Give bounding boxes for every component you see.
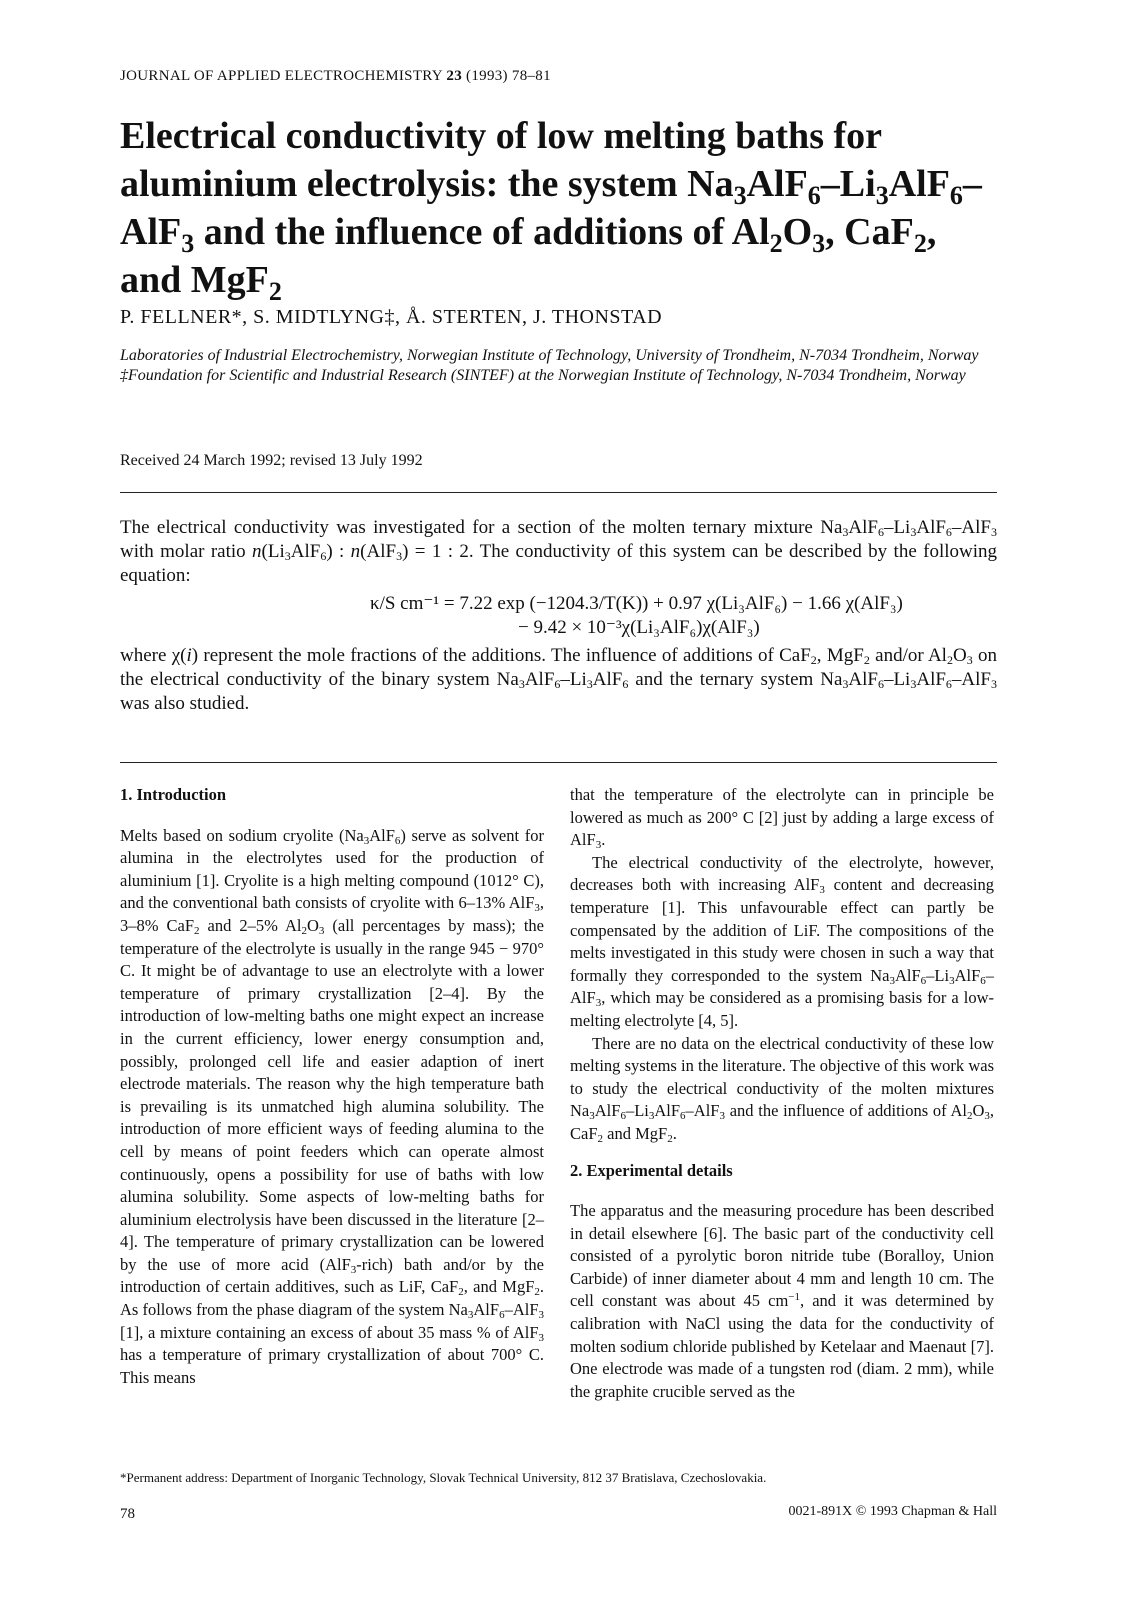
intro-paragraph-2: The electrical conductivity of the electrolyte, however, decreases both with increasing AlF$_3$ content and decreasing temperature [1]. This unfavourable effect can partly be compensated by the addition of LiF. The compositions of the melts investigated in this study were chosen in such a way that formally they corresponded to the system $Na_3AlF_6-Li_3AlF_6-AlF_3$, which may be considered as a promising basis for a low-melting electrolyte [4, 5]. <box>570 852 994 1030</box>
divider-bottom <box>120 762 997 763</box>
affiliation-1: Laboratories of Industrial Electrochemistry, Norwegian Institute of Technology, University of Trondheim, N-7034 Trondheim, Norway <box>120 347 979 364</box>
experimental-paragraph-1: The apparatus and the measuring procedure has been described in detail elsewhere [6]. The basic part of the conductivity cell consisted of a pyrolytic boron nitride tube (Boralloy, Union Carbide) of inner diameter about 4 mm and length 10 cm. The cell constant was about 45 $cm^{-1}$, and it was determined by calibration with NaCl using the data for the conductivity of molten sodium chloride published by Ketelaar and Maenaut [7]. One electrode was made of a tungsten rod (diam. 2 mm), while the graphite crucible served as the <box>570 1201 994 1401</box>
affiliation-2: ‡Foundation for Scientific and Industrial Research (SINTEF) at the Norwegian Institute of Technology, N-7034 Trondheim, Norway <box>120 367 966 384</box>
right-column <box>570 784 994 1403</box>
intro-heading: 1. Introduction <box>120 785 227 804</box>
journal-header: JOURNAL OF APPLIED ELECTROCHEMISTRY 23 (1993) 78–81 <box>120 68 551 84</box>
title-line-1: Electrical conductivity of low melting baths for <box>120 115 883 157</box>
authors: P. FELLNER*, S. MIDTLYNG‡, Å. STERTEN, J. THONSTAD <box>120 306 663 328</box>
title-line-3: AlF$_3$ and the influence of additions of $Al_2O_3$, CaF$_2$, <box>120 211 937 258</box>
title-line-2: aluminium electrolysis: the system $Na_3AlF_6-Li_3AlF_6-$ <box>120 163 982 210</box>
intro-paragraph-3: There are no data on the electrical conductivity of these low melting systems in the literature. The objective of this work was to study the electrical conductivity of the molten mixtures $Na_3AlF_6-Li_3AlF_6-AlF_3$ and the influence of additions of $Al_2O_3$, CaF$_2$ and MgF$_2$. <box>570 1033 994 1145</box>
abstract <box>120 516 997 716</box>
page-number: 78 <box>120 1506 135 1522</box>
copyright: 0021-891X © 1993 Chapman & Hall <box>788 1504 997 1519</box>
intro-paragraph-1: Melts based on sodium cryolite $(Na_3AlF_6)$ serve as solvent for alumina in the electrolytes used for the production of aluminium [1]. Cryolite is a high melting compound (1012° C), and the conventional bath consists of cryolite with 6–13% AlF$_3$, 3–8% CaF$_2$ and 2–5% $Al_2O_3$ (all percentages by mass); the temperature of the electrolyte is usually in the range 945 − 970° C. It might be of advantage to use an electrolyte with a lower temperature of primary crystallization [2–4]. By the introduction of low-melting baths one might expect an increase in the current efficiency, lower energy consumption and, possibly, prolonged cell life and easier adaption of inert electrode materials. The reason why the high temperature bath is prevailing is its unmatched high alumina solubility. The introduction of more efficient ways of feeding alumina to the cell by means of point feeders which can operate almost continuously, opens a possibility for use of baths with low alumina solubility. Some aspects of low-melting baths for aluminium electrolysis have been discussed in the literature [2–4]. The temperature of primary crystallization can be lowered by the use of more acid (AlF$_3$-rich) bath and/or by the introduction of certain additives, such as LiF, CaF$_2$, and MgF$_2$. As follows from the phase diagram of the system $Na_3AlF_6-AlF_3$ [1], a mixture containing an excess of about 35 mass % of AlF$_3$ has a temperature of primary crystallization of about 700° C. This means <box>120 825 545 1387</box>
title-line-4: and MgF$_2$ <box>120 259 282 306</box>
conductivity-equation <box>120 592 997 640</box>
abstract-text-1: The electrical conductivity was investigated for a section of the molten ternary mixture $Na_3AlF_6-Li_3AlF_6-AlF_3$ with molar ratio $n(Li_3AlF_6)$ : n(AlF$_3$) = 1 : 2. The conductivity of this system can be described by the following equation: <box>120 517 998 586</box>
divider-top <box>120 492 997 493</box>
intro-paragraph-1-cont: that the temperature of the electrolyte can in principle be lowered as much as 200° C [2] just by adding a large excess of AlF$_3$. <box>570 785 994 852</box>
equation-line-2: − 9.42 × 10⁻³χ(Li₃AlF₆)χ(AlF₃) <box>518 617 760 638</box>
affiliations <box>120 346 1000 386</box>
equation-line-1: κ/S cm⁻¹ = 7.22 exp (−1204.3/T(K)) + 0.97 χ(Li₃AlF₆) − 1.66 χ(AlF₃) <box>370 593 903 614</box>
abstract-text-2: where χ(i) represent the mole fractions of the additions. The influence of additions of CaF$_2$, MgF$_2$ and/or $Al_2O_3$ on the electrical conductivity of the binary system $Na_3AlF_6-Li_3AlF_6$ and the ternary system $Na_3AlF_6-Li_3AlF_6-AlF_3$ was also studied. <box>120 645 997 714</box>
left-column <box>120 784 544 1389</box>
footnote: *Permanent address: Department of Inorganic Technology, Slovak Technical University, 812 37 Bratislava, Czechoslovakia. <box>120 1470 767 1485</box>
experimental-heading: 2. Experimental details <box>570 1160 733 1180</box>
paper-title <box>120 112 1020 304</box>
received-date: Received 24 March 1992; revised 13 July 1992 <box>120 452 423 469</box>
